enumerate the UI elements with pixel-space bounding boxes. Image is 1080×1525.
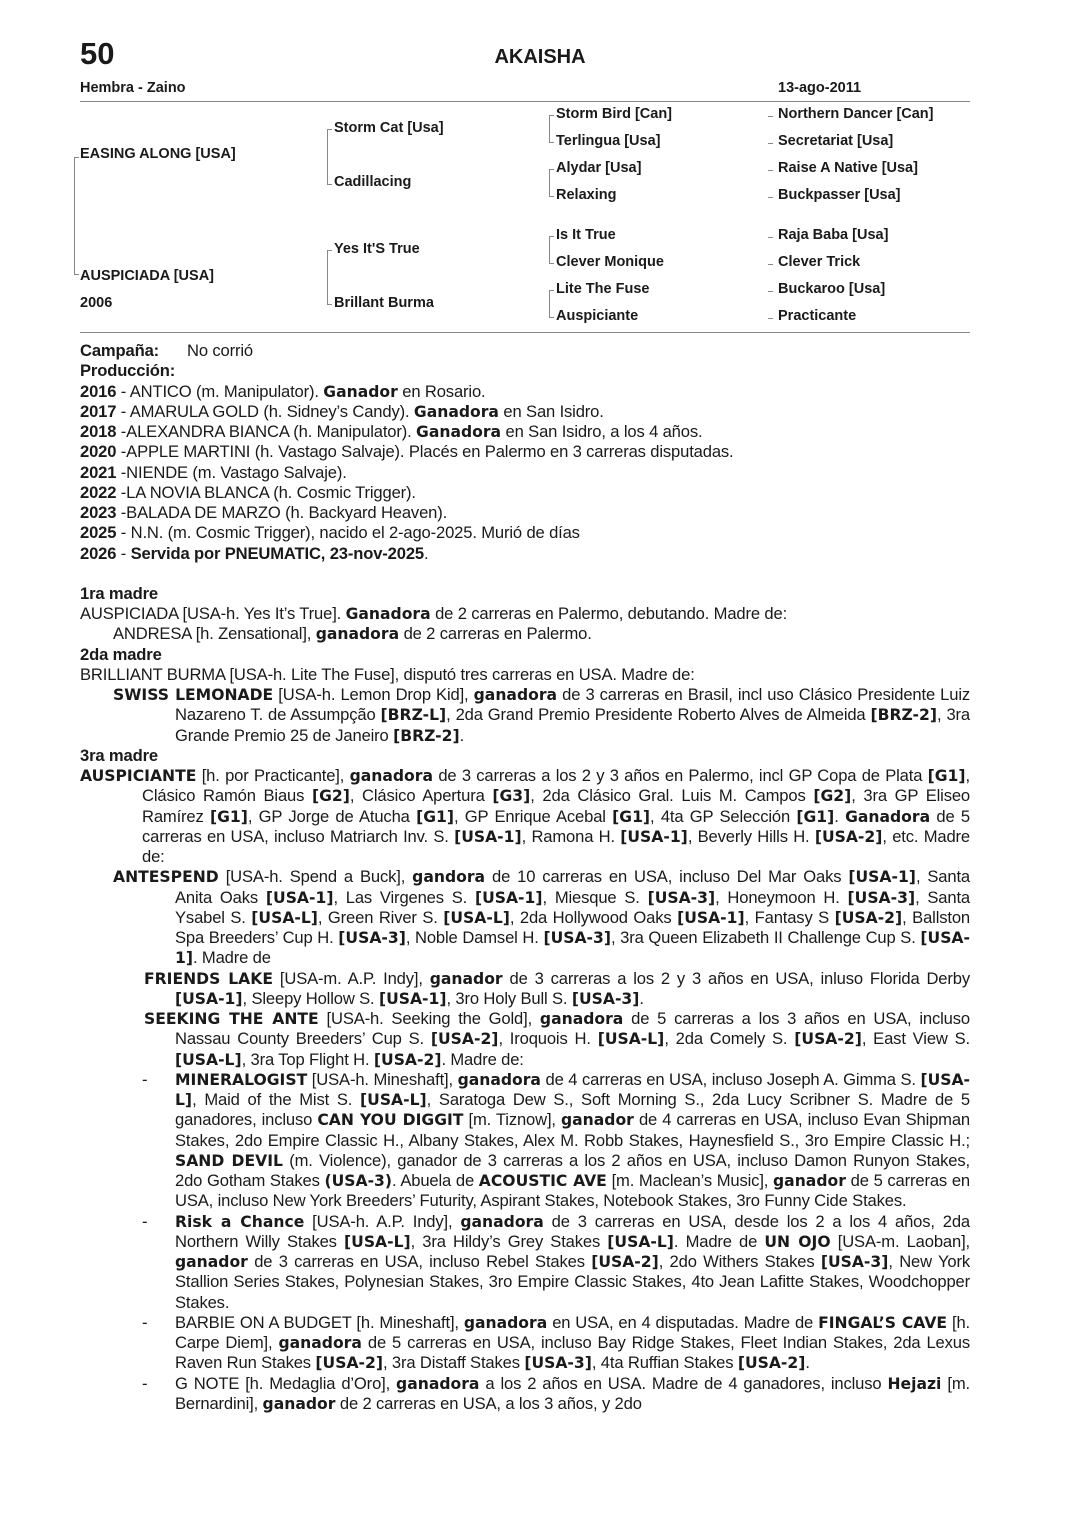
page-number: 50 <box>80 36 115 71</box>
gen1-bracket <box>74 157 75 274</box>
pedigree-gen3: Clever Monique <box>556 254 664 270</box>
campaign-line: Campaña: No corrió <box>80 341 253 360</box>
second-dam-heading: 2da madre <box>80 644 162 664</box>
production-entry: 2020 -APPLE MARTINI (h. Vastago Salvaje). Placés en Palermo en 3 carreras disputadas. <box>80 442 734 462</box>
third-dam-text: AUSPICIANTE [h. por Practicante], ganadora de 3 carreras a los 2 y 3 años en Palermo, incl GP Copa de Plata [G1], Clásico Ramón Biaus [G2], Clásico Apertura [G3], 2da Clásico Gral. Luis M. Campos [G2], 3ra GP Eliseo Ramírez [G1], GP Jorge de Atucha [G1], GP Enrique Acebal [G1], 4ta GP Selección [G1]. Ganadora de 5 carreras en USA, incluso Matriarch Inv. S. [USA-1], Ramona H. [USA-1], Beverly Hills H. [USA-2], etc. Madre de: <box>80 766 971 866</box>
pedigree-gen4: Buckpasser [Usa] <box>778 187 901 203</box>
pedigree-dam: AUSPICIADA [USA] <box>80 268 214 284</box>
production-entry: 2025 - N.N. (m. Cosmic Trigger), nacido el 2-ago-2025. Murió de días <box>80 523 580 543</box>
production-entry: 2017 - AMARULA GOLD (h. Sidney’s Candy). Ganadora en San Isidro. <box>80 401 604 421</box>
second-dam-child: SWISS LEMONADE [USA-h. Lemon Drop Kid], ganadora de 3 carreras en Brasil, incl uso Clásico Presidente Luiz Nazareno T. de Assumpção [BRZ-L], 2da Grand Premio Presidente Roberto Alves de Almeida [BRZ-2], 3ra Grande Premio 25 de Janeiro [BRZ-2]. <box>113 685 970 745</box>
pedigree-gen3: Storm Bird [Can] <box>556 106 672 122</box>
pedigree-rule <box>80 332 970 333</box>
pedigree-gen4: Secretariat [Usa] <box>778 133 894 149</box>
second-dam-text: BRILLIANT BURMA [USA-h. Lite The Fuse], disputó tres carreras en USA. Madre de: <box>80 664 695 684</box>
first-dam-child: ANDRESA [h. Zensational], ganadora de 2 carreras en Palermo. <box>113 624 592 644</box>
pedigree-gen3: Lite The Fuse <box>556 281 650 297</box>
g-note-entry: - G NOTE [h. Medaglia d’Oro], ganadora a los 2 años en USA. Madre de 4 ganadores, incluso Hejazi [m. Bernardini], ganador de 2 carreras en USA, a los 3 años, y 2do <box>142 1373 970 1413</box>
first-dam-text: AUSPICIADA [USA-h. Yes It’s True]. Ganadora de 2 carreras en Palermo, debutando. Madre de: <box>80 604 788 623</box>
pedigree-gen2: Yes It'S True <box>334 241 420 257</box>
production-entry: 2026 - Servida por PNEUMATIC, 23-nov-2025. <box>80 543 429 563</box>
pedigree-gen3: Auspiciante <box>556 308 639 324</box>
seeking-the-ante-entry: SEEKING THE ANTE [USA-h. Seeking the Gold], ganadora de 5 carreras a los 3 años en USA, incluso Nassau County Breeders’ Cup S. [USA-2], Iroquois H. [USA-L], 2da Comely S. [USA-2], East View S. [USA-L], 3ra Top Flight H. [USA-2]. Madre de: <box>144 1009 970 1069</box>
pedigree-gen4: Clever Trick <box>778 254 861 270</box>
production-entry: 2022 -LA NOVIA BLANCA (h. Cosmic Trigger). <box>80 482 416 502</box>
production-entry: 2023 -BALADA DE MARZO (h. Backyard Heaven). <box>80 503 448 522</box>
friends-lake-entry: FRIENDS LAKE [USA-m. A.P. Indy], ganador de 3 carreras a los 2 y 3 años en USA, inluso Florida Derby [USA-1], Sleepy Hollow S. [USA-1], 3ro Holy Bull S. [USA-3]. <box>144 968 970 1008</box>
pedigree-gen4: Buckaroo [Usa] <box>778 281 886 297</box>
pedigree-gen4: Raja Baba [Usa] <box>778 227 889 243</box>
pedigree-gen3: Relaxing <box>556 187 617 203</box>
pedigree-gen3: Is It True <box>556 227 616 243</box>
birth-date: 13-ago-2011 <box>778 80 862 96</box>
production-entry: 2018 -ALEXANDRA BIANCA (h. Manipulator). Ganadora en San Isidro, a los 4 años. <box>80 422 703 441</box>
production-heading: Producción: <box>80 361 176 381</box>
pedigree-dam-year: 2006 <box>80 295 113 311</box>
pedigree-gen4: Northern Dancer [Can] <box>778 106 934 122</box>
pedigree-gen3: Terlingua [Usa] <box>556 133 661 149</box>
risk-a-chance-entry: - Risk a Chance [USA-h. A.P. Indy], ganadora de 3 carreras en USA, desde los 2 a los 4 años, 2da Northern Willy Stakes [USA-L], 3ra Hildy’s Grey Stakes [USA-L]. Madre de UN OJO [USA-m. Laoban], ganador de 3 carreras en USA, incluso Rebel Stakes [USA-2], 2do Withers Stakes [USA-3], New York Stallion Series Stakes, Polynesian Stakes, 3ro Empire Classic Stakes, 4to Jean Lafitte Stakes, Woodchopper Stakes. <box>142 1211 971 1312</box>
first-dam-heading: 1ra madre <box>80 583 158 603</box>
antespend-entry: ANTESPEND [USA-h. Spend a Buck], gandora de 10 carreras en USA, incluso Del Mar Oaks [USA-1], Santa Anita Oaks [USA-1], Las Virgenes S. [USA-1], Miesque S. [USA-3], Honeymoon H. [USA-3], Santa Ysabel S. [USA-L], Green River S. [USA-L], 2da Hollywood Oaks [USA-1], Fantasy S [USA-2], Ballston Spa Breeders’ Cup H. [USA-3], Noble Damsel H. [USA-3], 3ra Queen Elizabeth II Challenge Cup S. [USA-1]. Madre de <box>113 867 970 968</box>
pedigree-sire: EASING ALONG [USA] <box>80 146 236 162</box>
mineralogist-entry: - MINERALOGIST [USA-h. Mineshaft], ganadora de 4 carreras en USA, incluso Joseph A. Gimma S. [USA-L], Maid of the Mist S. [USA-L], Saratoga Dew S., Soft Morning S., 2da Lucy Scribner S. Madre de 5 ganadores, incluso CAN YOU DIGGIT [m. Tiznow], ganador de 4 carreras en USA, incluso Evan Shipman Stakes, 2do Empire Classic H., Albany Stakes, Alex M. Robb Stakes, Haynesfield S., 3ro Empire Classic H.; SAND DEVIL (m. Violence), ganador de 3 carreras a los 2 años en USA, incluso Damon Runyon Stakes, 2do Gotham Stakes (USA-3). Abuela de ACOUSTIC AVE [m. Maclean’s Music], ganador de 5 carreras en USA, incluso New York Breeders’ Futurity, Aspirant Stakes, Notebook Stakes, 3ro Funny Cide Stakes. <box>142 1069 971 1211</box>
sex-color: Hembra - Zaino <box>80 80 186 96</box>
third-dam-heading: 3ra madre <box>80 745 158 765</box>
barbie-entry: - BARBIE ON A BUDGET [h. Mineshaft], ganadora en USA, en 4 disputadas. Madre de FINGAL’S CAVE [h. Carpe Diem], ganadora de 5 carreras en USA, incluso Bay Ridge Stakes, Fleet Indian Stakes, 2da Lexus Raven Run Stakes [USA-2], 3ra Distaff Stakes [USA-3], 4ta Ruffian Stakes [USA-2]. <box>142 1312 970 1373</box>
pedigree-gen2: Cadillacing <box>334 174 412 190</box>
header-rule <box>80 101 970 102</box>
pedigree-gen2: Brillant Burma <box>334 295 434 311</box>
pedigree-gen4: Raise A Native [Usa] <box>778 160 918 176</box>
pedigree-gen2: Storm Cat [Usa] <box>334 120 444 136</box>
horse-name: AKAISHA <box>494 46 586 68</box>
record-body <box>80 341 970 1414</box>
production-entry: 2016 - ANTICO (m. Manipulator). Ganador en Rosario. <box>80 381 486 401</box>
production-entry: 2021 -NIENDE (m. Vastago Salvaje). <box>80 462 347 482</box>
pedigree-gen4: Practicante <box>778 308 857 324</box>
pedigree-gen3: Alydar [Usa] <box>556 160 642 176</box>
